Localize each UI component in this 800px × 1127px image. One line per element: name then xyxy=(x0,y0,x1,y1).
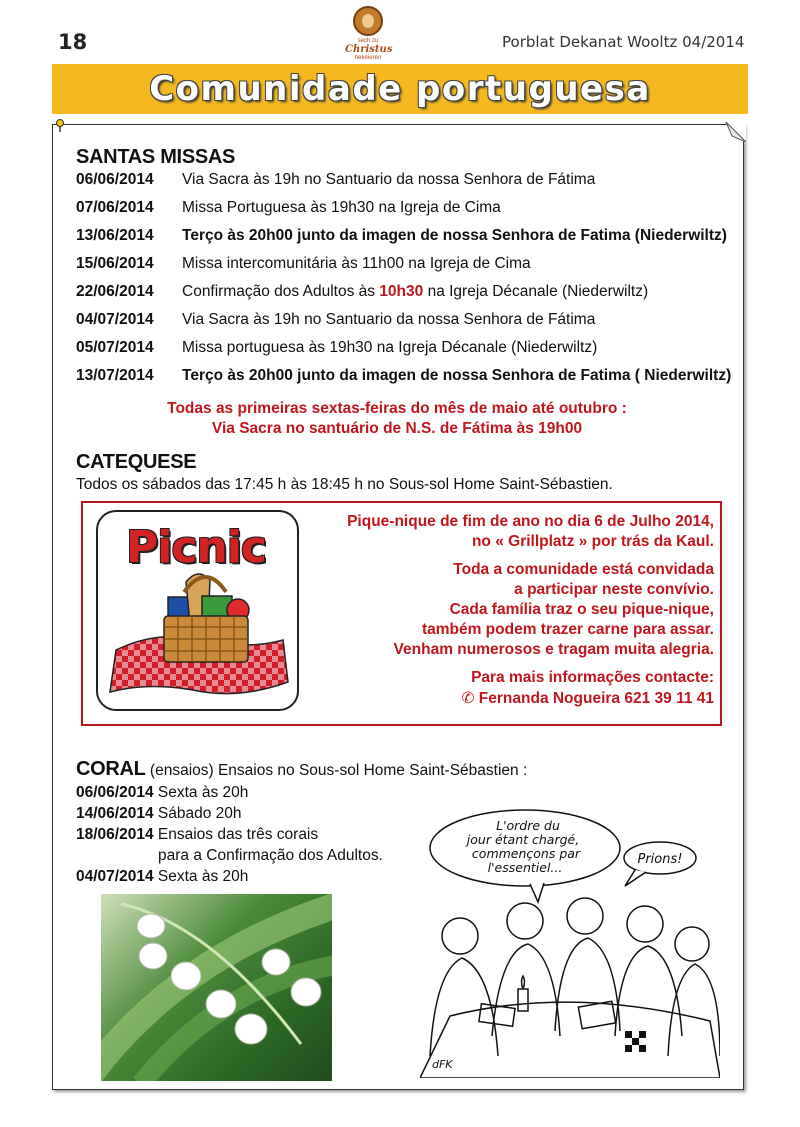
picnic-line: a participar neste convívio. xyxy=(514,581,714,598)
coral-text: Sábado 20h xyxy=(157,805,242,822)
mass-date: 04/07/2014 xyxy=(76,311,154,328)
coral-date: 06/06/2014 xyxy=(76,784,154,801)
logo-line-2: Christus xyxy=(345,44,393,55)
picnic-invite-paragraph xyxy=(294,560,714,660)
picnic-basket-icon xyxy=(96,510,299,711)
notice-line: Via Sacra no santuário de N.S. de Fátima às 19h00 xyxy=(211,420,583,437)
picnic-basket-illustration xyxy=(98,512,297,709)
lily-flower-illustration xyxy=(101,894,332,1081)
contact-phone: Fernanda Nogueira 621 39 11 41 xyxy=(478,690,714,707)
mass-text xyxy=(182,283,648,301)
mass-text: Via Sacra às 19h no Santuario da nossa Senhora de Fátima xyxy=(182,311,596,328)
mass-text-start: Confirmação dos Adultos às xyxy=(182,283,380,300)
coral-date: 04/07/2014 xyxy=(76,868,154,885)
mass-text: Via Sacra às 19h no Santuario da nossa Senhora de Fátima xyxy=(182,171,596,188)
first-friday-notice xyxy=(52,399,742,439)
picnic-line: Venham numerosos e tragam muita alegria. xyxy=(393,641,714,658)
mass-date: 06/06/2014 xyxy=(76,171,154,188)
picnic-details xyxy=(294,512,714,717)
picnic-contact-paragraph xyxy=(294,668,714,709)
cartoonist-signature: dFK xyxy=(432,1058,453,1071)
logo-line-1: sech zu xyxy=(357,38,379,44)
phone-icon: ✆ xyxy=(461,689,475,707)
contact-label: Para mais informações contacte: xyxy=(471,669,714,686)
title-banner xyxy=(52,64,748,114)
mass-time-highlight: 10h30 xyxy=(379,283,424,300)
catequese-heading: CATEQUESE xyxy=(76,451,197,473)
picnic-line: Cada família traz o seu pique-nique, xyxy=(449,601,714,618)
coral-text: Ensaios das três corais xyxy=(157,826,319,843)
christ-face-icon xyxy=(353,6,383,36)
mass-date: 13/07/2014 xyxy=(76,367,154,384)
coral-row xyxy=(76,784,248,802)
coral-row xyxy=(76,805,242,823)
coral-row xyxy=(76,826,318,844)
picnic-date-paragraph xyxy=(294,512,714,552)
santas-missas-heading: SANTAS MISSAS xyxy=(76,146,236,168)
page-curl-icon xyxy=(724,122,746,144)
coral-row xyxy=(158,847,383,865)
mass-text-end: na Igreja Décanale (Niederwiltz) xyxy=(423,283,649,300)
mass-text: Missa intercomunitária às 11h00 na Igreja de Cima xyxy=(182,255,531,272)
page-title: Comunidade portuguesa xyxy=(149,69,651,109)
bubble-1-line: commençons par xyxy=(471,846,581,861)
coral-heading: CORAL xyxy=(76,758,146,780)
mass-date: 13/06/2014 xyxy=(76,227,154,244)
lily-of-the-valley-photo xyxy=(101,894,332,1081)
parish-logo xyxy=(345,6,391,66)
picnic-line: Pique-nique de fim de ano no dia 6 de Julho 2014, xyxy=(347,513,714,530)
mass-date: 22/06/2014 xyxy=(76,283,154,300)
mass-date: 07/06/2014 xyxy=(76,199,154,216)
coral-date: 14/06/2014 xyxy=(76,805,154,822)
mass-text: Missa portuguesa às 19h30 na Igreja Décanale (Niederwiltz) xyxy=(182,339,598,356)
coral-header xyxy=(76,758,527,781)
bubble-1-line: jour étant chargé, xyxy=(466,832,580,847)
picnic-icon-word: Picnic xyxy=(126,522,266,573)
mass-text: Terço às 20h00 junto da imagen de nossa Senhora de Fatima (Niederwiltz) xyxy=(182,227,727,244)
picnic-line: Toda a comunidade está convidada xyxy=(453,561,714,578)
coral-subheading: (ensaios) Ensaios no Sous-sol Home Saint-Sébastien : xyxy=(145,762,528,779)
catequese-text: Todos os sábados das 17:45 h às 18:45 h no Sous-sol Home Saint-Sébastien. xyxy=(76,476,613,493)
coral-row xyxy=(76,868,248,886)
coral-text: para a Confirmação dos Adultos. xyxy=(158,847,383,864)
mass-date: 15/06/2014 xyxy=(76,255,154,272)
bubble-1-line: l'essentiel... xyxy=(487,860,563,875)
mass-date: 05/07/2014 xyxy=(76,339,154,356)
page-number: 18 xyxy=(58,30,88,54)
bubble-2-text: Prions! xyxy=(637,852,683,867)
picnic-line: também podem trazer carne para assar. xyxy=(421,621,714,638)
publication-title: Porblat Dekanat Wooltz 04/2014 xyxy=(502,33,745,51)
coral-date: 18/06/2014 xyxy=(76,826,154,843)
notice-line: Todas as primeiras sextas-feiras do mês de maio até outubro : xyxy=(167,400,627,417)
prayer-meeting-cartoon xyxy=(420,806,720,1078)
picnic-line: no « Grillplatz » por trás da Kaul. xyxy=(471,533,714,550)
coral-text: Sexta às 20h xyxy=(157,784,249,801)
mass-text: Missa Portuguesa às 19h30 na Igreja de Cima xyxy=(182,199,501,216)
coral-text: Sexta às 20h xyxy=(157,868,249,885)
logo-line-3: bekéieren xyxy=(354,55,382,61)
bubble-1-line: L'ordre du xyxy=(496,818,560,833)
pin-icon xyxy=(55,119,65,133)
mass-text: Terço às 20h00 junto da imagen de nossa Senhora de Fatima ( Niederwiltz) xyxy=(182,367,732,384)
